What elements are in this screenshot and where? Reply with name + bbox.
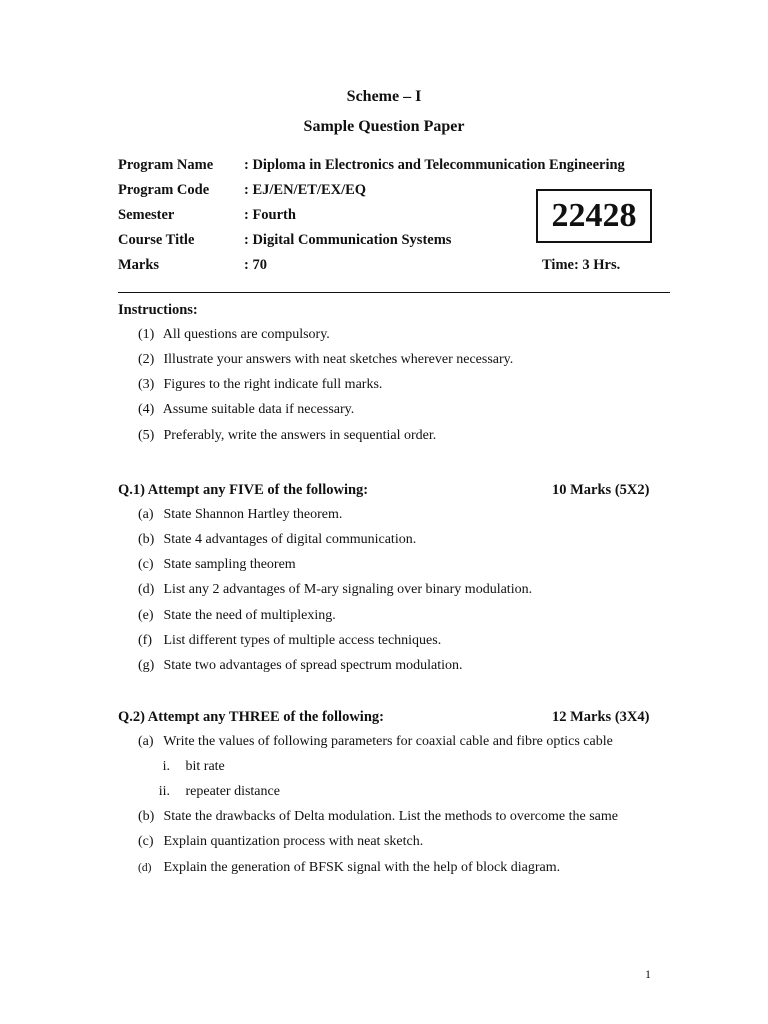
meta-label: Semester — [118, 207, 175, 223]
question-text: State the drawbacks of Delta modulation. List the methods to overcome the same — [163, 809, 618, 824]
sub-question-text: bit rate — [185, 759, 225, 774]
question-text: Write the values of following parameters for coaxial cable and fibre optics cable — [163, 734, 613, 749]
scheme-label: Scheme – I — [346, 88, 422, 105]
paper-title: Sample Question Paper — [303, 118, 465, 135]
instruction-text: Assume suitable data if necessary. — [162, 402, 355, 417]
question-number: (a) — [138, 734, 154, 749]
meta-value: : Diploma in Electronics and Telecommunication Engineering — [244, 157, 625, 173]
q2-heading: Q.2) Attempt any THREE of the following: — [118, 709, 384, 725]
question-number: (f) — [138, 633, 152, 648]
instruction-number: (5) — [138, 428, 155, 443]
question-item — [138, 658, 462, 674]
instruction-number: (2) — [138, 352, 155, 367]
question-item — [138, 582, 532, 598]
meta-label: Program Name — [118, 157, 214, 173]
question-item — [138, 608, 336, 624]
question-item — [138, 507, 342, 523]
question-item — [138, 734, 613, 750]
instruction-text: Preferably, write the answers in sequential order. — [163, 428, 437, 443]
instruction-text: All questions are compulsory. — [162, 327, 330, 342]
meta-value: : Digital Communication Systems — [244, 232, 452, 248]
question-number: (b) — [138, 532, 155, 547]
question-text: State two advantages of spread spectrum modulation. — [163, 658, 463, 673]
instruction-number: (4) — [138, 402, 155, 417]
question-item — [138, 834, 423, 850]
question-text: List any 2 advantages of M-ary signaling over binary modulation. — [163, 582, 533, 597]
meta-value: : EJ/EN/ET/EX/EQ — [244, 182, 367, 198]
question-number: (a) — [138, 507, 154, 522]
question-item — [138, 633, 441, 649]
sub-question-number: i. — [162, 759, 170, 774]
question-text: State 4 advantages of digital communication. — [163, 532, 417, 547]
question-number: (c) — [138, 834, 154, 849]
instruction-item — [138, 377, 382, 393]
sub-question-text: repeater distance — [185, 784, 280, 799]
question-text: List different types of multiple access techniques. — [163, 633, 442, 648]
course-code-box: 22428 — [536, 189, 652, 243]
instruction-item — [138, 402, 354, 418]
instructions-title: Instructions: — [118, 302, 198, 318]
instruction-text: Figures to the right indicate full marks. — [163, 377, 383, 392]
meta-value: : Fourth — [244, 207, 296, 223]
question-text: Explain the generation of BFSK signal with the help of block diagram. — [163, 860, 561, 875]
instruction-item — [138, 327, 330, 343]
meta-value: : 70 — [244, 257, 267, 273]
question-number: (g) — [138, 658, 155, 673]
sub-question-number: ii. — [158, 784, 170, 799]
instruction-text: Illustrate your answers with neat sketches wherever necessary. — [163, 352, 514, 367]
question-text: State Shannon Hartley theorem. — [163, 507, 343, 522]
question-item — [138, 809, 618, 825]
q1-marks: 10 Marks (5X2) — [552, 482, 650, 498]
q2-marks: 12 Marks (3X4) — [552, 709, 650, 725]
meta-label: Marks — [118, 257, 160, 273]
instruction-number: (3) — [138, 377, 155, 392]
header-divider — [118, 292, 670, 293]
sub-question-item — [142, 759, 225, 775]
instruction-number: (1) — [138, 327, 155, 342]
question-item — [138, 532, 416, 548]
question-number: (d) — [138, 862, 152, 874]
page-number: 1 — [645, 967, 651, 981]
meta-label: Course Title — [118, 232, 195, 248]
question-text: State sampling theorem — [163, 557, 296, 572]
question-number: (c) — [138, 557, 154, 572]
question-text: State the need of multiplexing. — [163, 608, 336, 623]
question-item — [138, 860, 560, 876]
question-text: Explain quantization process with neat sketch. — [163, 834, 424, 849]
question-number: (e) — [138, 608, 154, 623]
meta-label: Program Code — [118, 182, 210, 198]
exam-duration: Time: 3 Hrs. — [542, 257, 621, 273]
sub-question-item — [142, 784, 280, 800]
question-number: (d) — [138, 582, 155, 597]
instruction-item — [138, 352, 513, 368]
instruction-item — [138, 428, 436, 444]
question-item — [138, 557, 296, 573]
q1-heading: Q.1) Attempt any FIVE of the following: — [118, 482, 369, 498]
question-number: (b) — [138, 809, 155, 824]
